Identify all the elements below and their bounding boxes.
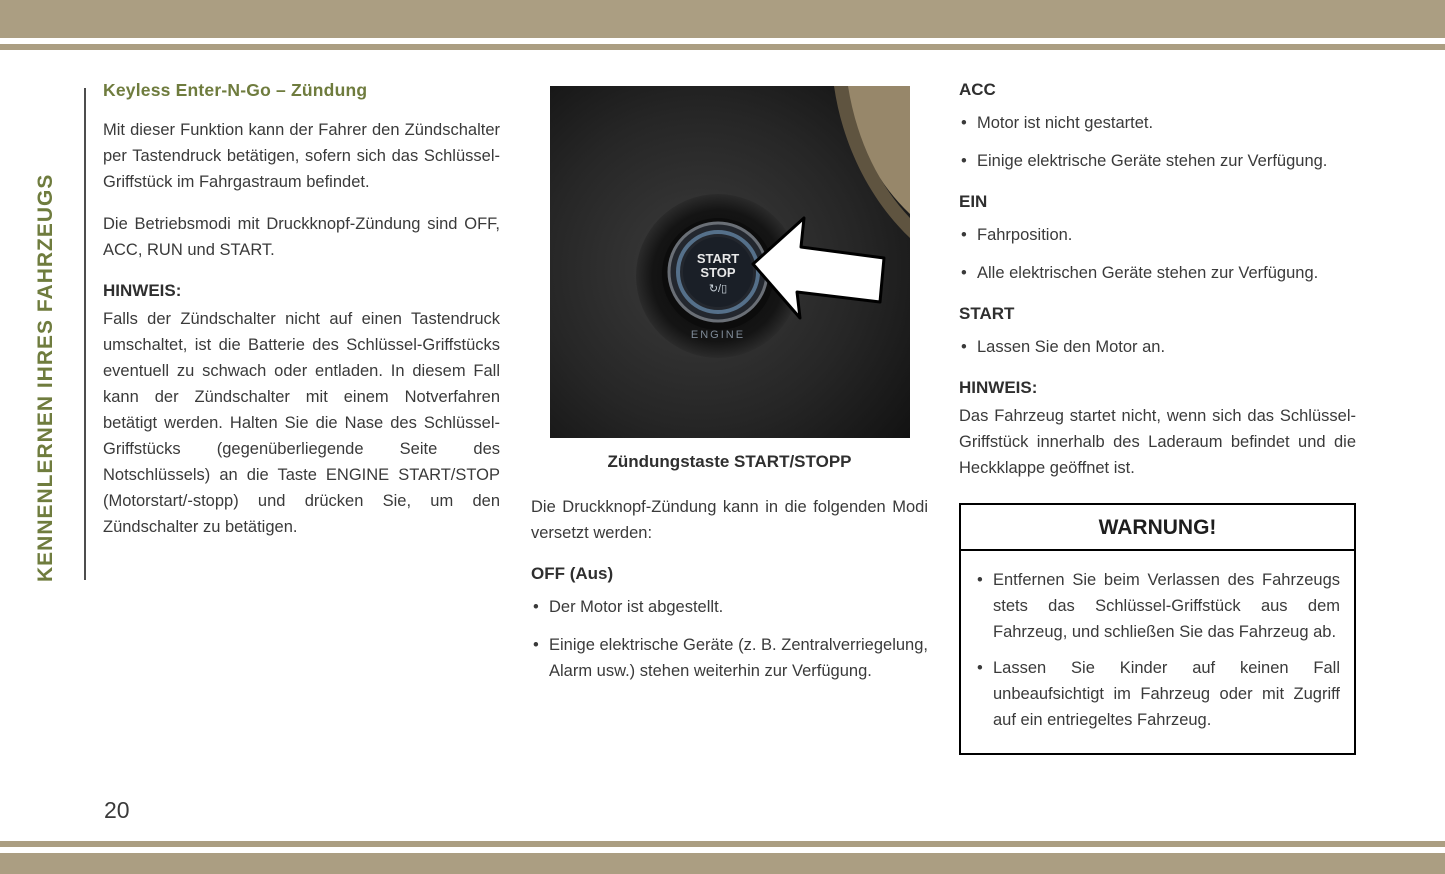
ignition-button-photo (550, 86, 910, 438)
chapter-sidebar-title: KENNENLERNEN IHRES FAHRZEUGS (34, 173, 57, 582)
start-bullet-list (959, 334, 1356, 360)
hinweis-label: HINWEIS: (959, 378, 1038, 397)
top-thick-bar (0, 0, 1445, 38)
button-text-start: START (696, 251, 739, 266)
warning-title: WARNUNG! (961, 505, 1354, 551)
photo-caption: Zündungstaste START/STOPP (607, 452, 852, 471)
bottom-thin-bar (0, 841, 1445, 847)
hinweis-text: Falls der Zündschalter nicht auf einen Tastendruck umschaltet, ist die Batterie des Schlüssel-Griffstücks eventuell zu schwach oder entladen. In diesem Fall kann der Zündschalter mit einem Notverfahren betätigt werden. Halten Sie die Nase des Schlüssel-Griffstücks (gegenüberliegende Seite des Notschlüssels) an die Taste ENGINE START/STOP (Motorstart/-stopp) und drücken Sie, um den Zündschalter zu betätigen. (103, 310, 500, 536)
acc-label: ACC (959, 80, 996, 99)
engine-bezel-label: ENGINE (690, 329, 745, 341)
top-thin-bar (0, 44, 1445, 50)
page-number: 20 (104, 797, 130, 823)
acc-bullet-list (959, 110, 1356, 174)
off-label: OFF (Aus) (531, 564, 614, 583)
button-text-stop: STOP (699, 265, 736, 280)
list-item: • Entfernen Sie beim Verlassen des Fahrzeugs stets das Schlüssel-Griffstück aus dem Fahrzeug, und schließen Sie das Fahrzeug ab. (975, 567, 1340, 645)
warning-box (959, 503, 1356, 755)
list-item: • Der Motor ist abgestellt. (531, 594, 928, 620)
column-3 (959, 80, 1356, 755)
bottom-thick-bar (0, 853, 1445, 874)
hinweis-label: HINWEIS: (103, 281, 182, 300)
column-1 (103, 80, 500, 755)
page-content (103, 80, 1356, 755)
list-item: • Einige elektrische Geräte (z. B. Zentralverriegelung, Alarm usw.) stehen weiterhin zur Verfügung. (531, 632, 928, 684)
list-item: • Lassen Sie Kinder auf keinen Fall unbeaufsichtigt im Fahrzeug oder mit Zugriff auf ein entriegeltes Fahrzeug. (975, 655, 1340, 733)
list-item: • Lassen Sie den Motor an. (959, 334, 1356, 360)
section-heading: Keyless Enter-N-Go – Zündung (103, 80, 368, 100)
warning-bullet-list (975, 567, 1340, 733)
off-bullet-list (531, 594, 928, 684)
start-label: START (959, 304, 1015, 323)
column-2 (531, 80, 928, 755)
paragraph: Mit dieser Funktion kann der Fahrer den Zündschalter per Tastendruck betätigen, sofern sich das Schlüssel-Griffstück im Fahrgastraum befindet. (103, 121, 500, 191)
warning-body (961, 551, 1354, 753)
list-item: • Einige elektrische Geräte stehen zur Verfügung. (959, 148, 1356, 174)
list-item: • Alle elektrischen Geräte stehen zur Verfügung. (959, 260, 1356, 286)
hinweis-text: Das Fahrzeug startet nicht, wenn sich das Schlüssel-Griffstück innerhalb des Laderaum befindet und die Heckklappe geöffnet ist. (959, 407, 1356, 477)
sidebar-divider-line (84, 88, 86, 580)
list-item: • Fahrposition. (959, 222, 1356, 248)
list-item: • Motor ist nicht gestartet. (959, 110, 1356, 136)
ein-bullet-list (959, 222, 1356, 286)
button-icons: ↻/▯ (708, 283, 727, 295)
ignition-photo-illustration (550, 86, 910, 438)
ein-label: EIN (959, 192, 988, 211)
paragraph: Die Betriebsmodi mit Druckknopf-Zündung sind OFF, ACC, RUN und START. (103, 215, 500, 259)
intro-paragraph: Die Druckknopf-Zündung kann in die folgenden Modi versetzt werden: (531, 498, 928, 542)
